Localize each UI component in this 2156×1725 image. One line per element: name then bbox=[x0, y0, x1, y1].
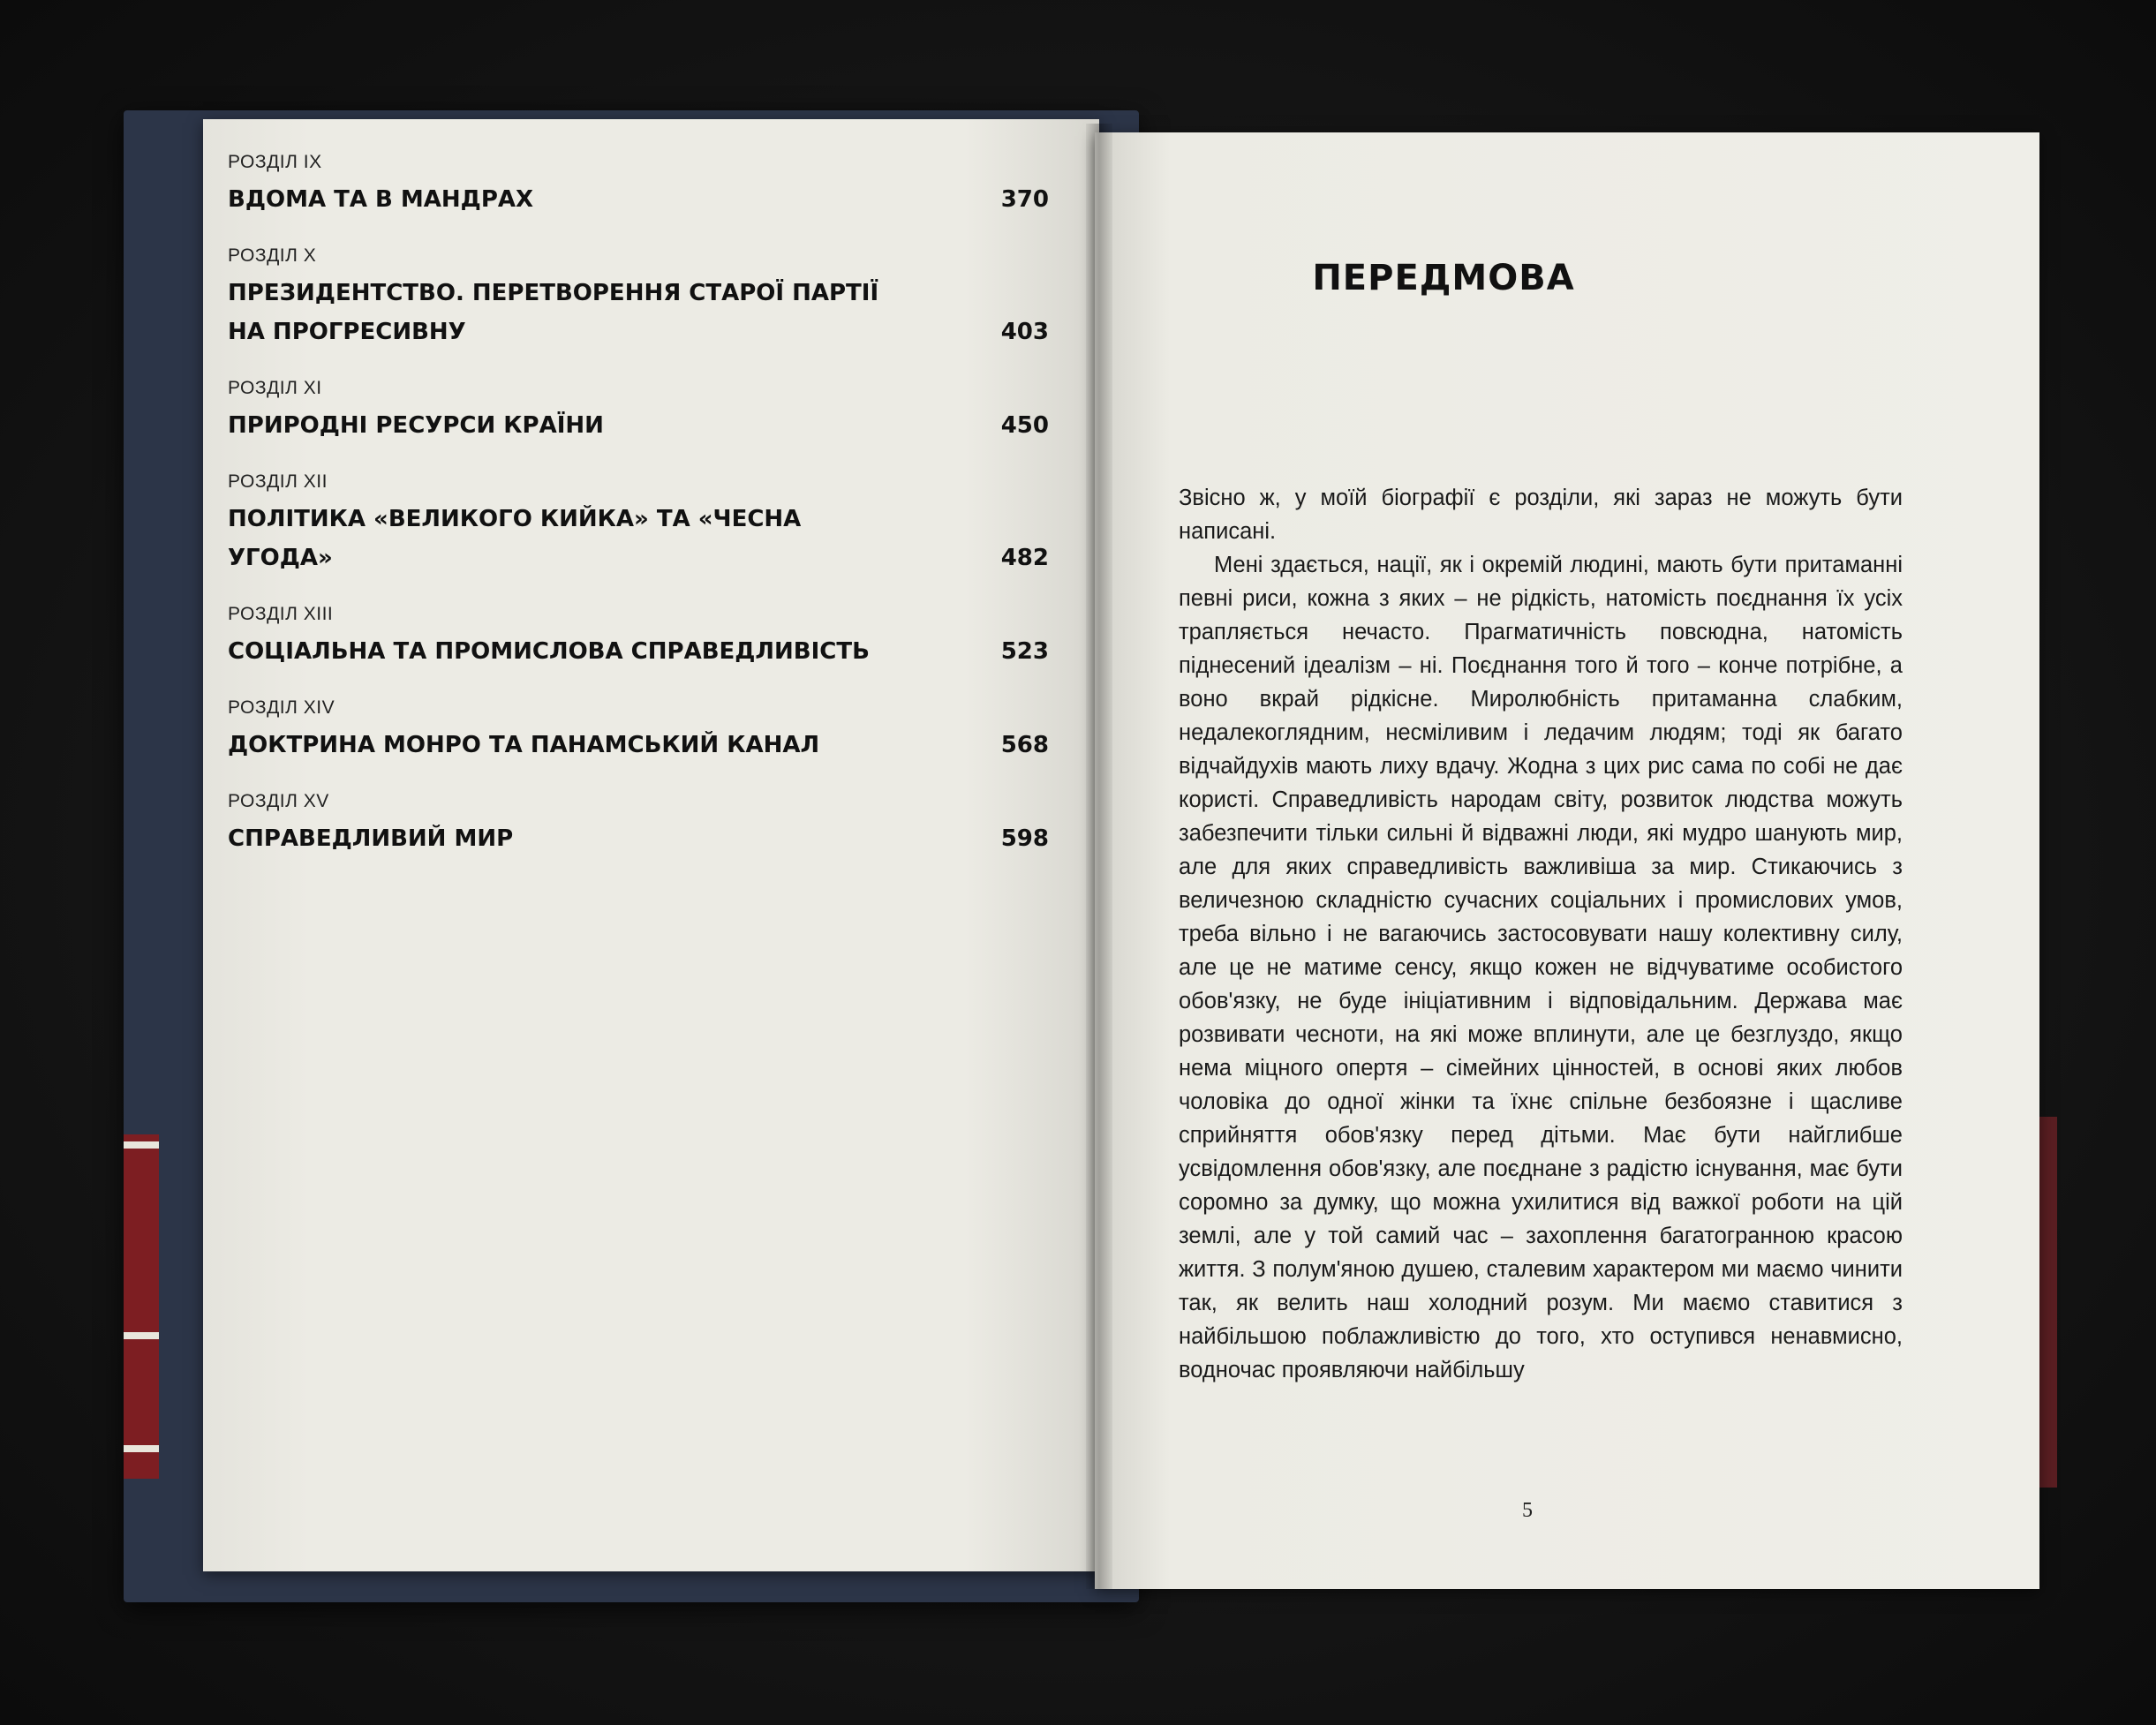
cover-white-line bbox=[124, 1141, 159, 1149]
cover-back-edge bbox=[2038, 1117, 2057, 1488]
toc-title: ПРИРОДНІ РЕСУРСИ КРАЇНИ bbox=[228, 412, 604, 439]
toc-row bbox=[228, 726, 1049, 765]
toc-title: ДОКТРИНА МОНРО ТА ПАНАМСЬКИЙ КАНАЛ bbox=[228, 732, 820, 758]
toc-entry bbox=[228, 604, 1049, 671]
toc-entry bbox=[228, 152, 1049, 219]
toc-row bbox=[228, 632, 1049, 671]
table-of-contents bbox=[228, 152, 1049, 885]
page-number: 5 bbox=[1522, 1499, 1533, 1522]
toc-page-number: 370 bbox=[1000, 186, 1049, 213]
toc-row bbox=[228, 819, 1049, 858]
toc-page-number: 403 bbox=[1000, 319, 1049, 345]
cover-red-stripe bbox=[124, 1134, 159, 1479]
preface-body bbox=[1179, 481, 1903, 1387]
toc-entry bbox=[228, 791, 1049, 858]
toc-row bbox=[228, 274, 1049, 351]
preface-heading: ПЕРЕДМОВА bbox=[1312, 258, 1575, 298]
toc-row bbox=[228, 406, 1049, 445]
toc-title: СОЦІАЛЬНА ТА ПРОМИСЛОВА СПРАВЕДЛИВІСТЬ bbox=[228, 638, 870, 665]
toc-entry bbox=[228, 697, 1049, 765]
toc-chapter-label: РОЗДІЛ X bbox=[228, 245, 317, 266]
toc-row bbox=[228, 500, 1049, 577]
preface-paragraph: Мені здається, нації, як і окремій людині, мають бути притаманні певні риси, кожна з яких – не рідкість, натомість поєднання їх усіх трапляється нечасто. Прагматичність повсюдна, натомість піднесений ідеалізм – ні. Поєднання того й того – конче потрібне, а воно вкрай рідкісне. Миролюбність притаманна слабким, недалекоглядним, несміливим і ледачим людям; тоді як багато відчайдухів мають лиху вдачу. Жодна з цих рис сама по собі не дає користі. Справедливість народам світу, розвиток людства можуть забезпечити тільки сильні й відважні люди, які мудро шанують мир, але для яких справедливість важливіша за мир. Стикаючись з величезною складністю сучасних соціальних і промислових умов, треба вільно і не вагаючись застосовувати нашу колективну силу, але це не матиме сенсу, якщо кожен не відчуватиме особистого обов'язку, не буде ініціативним і відповідальним. Держава має розвивати чесноти, на які може вплинути, але це безглуздо, якщо нема міцного опертя – сімейних цінностей, в основі яких любов чоловіка до одної жінки та їхнє спільне безбоязне і щасливе сприйняття обов'язку перед дітьми. Має бути найглибше усвідомлення обов'язку, але поєднане з радістю існування, має бути соромно за думку, що можна ухилитися від важкої роботи на цій землі, але у той самий час – захоплення багатогранною красою життя. З полум'яною душею, сталевим характером ми маємо чинити так, як велить наш холодний розум. Ми маємо ставитися з найбільшою поблажливістю до того, хто оступився ненавмисно, водночас проявляючи найбільшу bbox=[1179, 553, 1903, 1382]
toc-chapter-label: РОЗДІЛ XII bbox=[228, 471, 328, 492]
toc-page-number: 450 bbox=[1000, 412, 1049, 439]
toc-chapter-label: РОЗДІЛ IX bbox=[228, 152, 322, 172]
toc-chapter-label: РОЗДІЛ XV bbox=[228, 791, 329, 811]
toc-page-number: 523 bbox=[1000, 638, 1049, 665]
cover-white-line bbox=[124, 1445, 159, 1452]
toc-title: ВДОМА ТА В МАНДРАХ bbox=[228, 186, 534, 213]
toc-title: ПРЕЗИДЕНТСТВО. ПЕРЕТВОРЕННЯ СТАРОЇ ПАРТІЇ НА ПРОГРЕСИВНУ bbox=[228, 280, 879, 345]
toc-chapter-label: РОЗДІЛ XI bbox=[228, 378, 322, 398]
toc-entry bbox=[228, 471, 1049, 577]
book-gutter bbox=[1086, 124, 1112, 1589]
toc-page-number: 568 bbox=[1000, 732, 1049, 758]
toc-page-number: 598 bbox=[1000, 825, 1049, 852]
toc-entry bbox=[228, 245, 1049, 351]
toc-title: ПОЛІТИКА «ВЕЛИКОГО КИЙКА» ТА «ЧЕСНА УГОДА» bbox=[228, 506, 802, 571]
preface-paragraph: Звісно ж, у моїй біографії є розділи, які зараз не можуть бути написані. bbox=[1179, 486, 1903, 544]
cover-white-line bbox=[124, 1332, 159, 1339]
toc-row bbox=[228, 180, 1049, 219]
toc-page-number: 482 bbox=[1000, 545, 1049, 571]
toc-title: СПРАВЕДЛИВИЙ МИР bbox=[228, 825, 514, 852]
toc-chapter-label: РОЗДІЛ XIII bbox=[228, 604, 334, 624]
toc-entry bbox=[228, 378, 1049, 445]
toc-chapter-label: РОЗДІЛ XIV bbox=[228, 697, 335, 718]
